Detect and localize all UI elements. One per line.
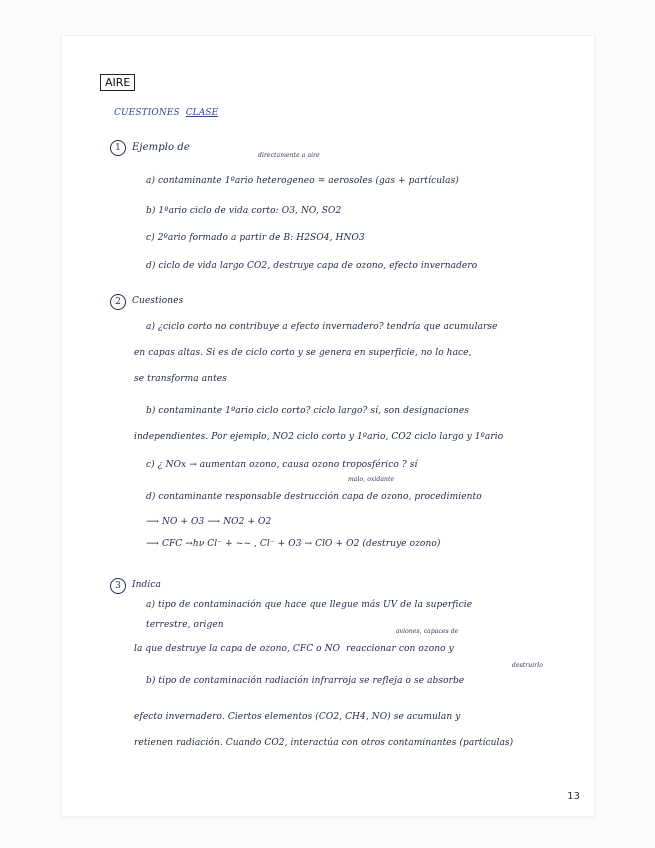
- section-3-item-a-line1: a) tipo de contaminación que hace que llegue más UV de la superficie: [146, 600, 473, 610]
- section-2-heading: Cuestiones: [132, 296, 184, 306]
- section-2-item-a-line2: en capas altas. Si es de ciclo corto y se genera en superficie, no lo hace,: [134, 348, 472, 358]
- section-3-item-a-note: aviones, capaces de: [396, 628, 459, 635]
- page-title: AIRE: [100, 74, 135, 91]
- section-2-item-b-line1: b) contaminante 1ºario ciclo corto? ciclo largo? sí, son designaciones: [146, 406, 469, 416]
- section-1-item-d: d) ciclo de vida largo CO2, destruye capa de ozono, efecto invernadero: [146, 261, 478, 271]
- cuestiones-label: CUESTIONES: [114, 108, 180, 118]
- section-3-heading: Indica: [132, 580, 161, 590]
- section-3-item-a-line3-text: la que destruye la capa de ozono, CFC o NO: [134, 644, 341, 654]
- section-3-item-b-line1: b) tipo de contaminación radiación infrarroja se refleja o se absorbe: [146, 676, 465, 686]
- section-2-item-a-line1: a) ¿ciclo corto no contribuye a efecto invernadero? tendría que acumularse: [146, 322, 498, 332]
- section-2-item-d-line3: ⟶ CFC →hν Cl⁻ + ~~ , Cl⁻ + O3 → ClO + O2 (destruye ozono): [146, 539, 441, 549]
- section-3-number: 3: [110, 578, 126, 594]
- section-2-number: 2: [110, 294, 126, 310]
- section-3-item-a-line3: [134, 644, 454, 654]
- section-2-item-d-line2: ⟶ NO + O3 ⟶ NO2 + O2: [146, 517, 272, 527]
- section-2-item-d-line1: d) contaminante responsable destrucción capa de ozono, procedimiento: [146, 492, 482, 502]
- section-3-item-b-line2: efecto invernadero. Ciertos elementos (CO2, CH4, NO) se acumulan y: [134, 712, 461, 722]
- notebook-page: [62, 36, 594, 816]
- section-3-item-b-line3: retienen radiación. Cuando CO2, interactúa con otros contaminantes (partículas): [134, 738, 514, 748]
- section-2-item-b-line2: independientes. Por ejemplo, NO2 ciclo corto y 1ºario, CO2 ciclo largo y 1ºario: [134, 432, 504, 442]
- section-1-note: directamente a aire: [258, 152, 320, 159]
- section-1-item-c: c) 2ºario formado a partir de B: H2SO4, HNO3: [146, 233, 365, 243]
- section-3-item-a-line3-end: reaccionar con ozono y: [346, 644, 454, 654]
- section-2-item-c: c) ¿ NOx → aumentan ozono, causa ozono troposférico ? sí: [146, 460, 418, 470]
- section-3-item-a-note-end: destruirlo: [512, 662, 543, 669]
- section-1-heading: Ejemplo de: [132, 142, 190, 153]
- section-2-item-a-line3: se transforma antes: [134, 374, 227, 384]
- clase-label: CLASE: [185, 108, 219, 118]
- section-1-item-a: a) contaminante 1ºario heterogeneo = aerosoles (gas + partículas): [146, 176, 459, 186]
- section-2-item-c-note: malo, oxidante: [348, 476, 395, 483]
- section-3-item-a-line2: terrestre, origen: [146, 620, 224, 630]
- section-1-number: 1: [110, 140, 126, 156]
- section-1-item-b: b) 1ºario ciclo de vida corto: O3, NO, SO2: [146, 206, 342, 216]
- page-number: 13: [567, 791, 580, 802]
- cuestiones-heading: [114, 108, 218, 118]
